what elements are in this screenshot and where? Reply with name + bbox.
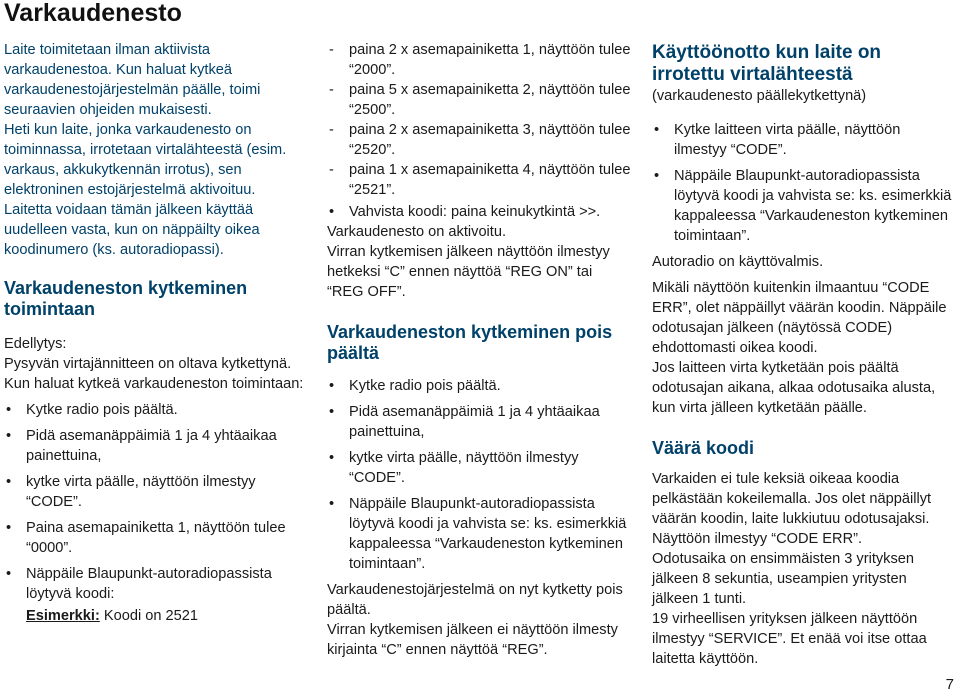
list-item: • Kytke radio pois päältä. (327, 376, 632, 396)
column-3 (652, 40, 957, 669)
section-heading-enable: Varkaudeneston kytkeminen toimintaan (4, 278, 248, 319)
section-heading-startup: Käyttöönotto kun laite on irrotettu virtalähteestä (652, 42, 882, 85)
example-text: Koodi on 2521 (99, 608, 199, 624)
list-item: - paina 2 x asemapainiketta 1, näyttöön tulee “2000”. (327, 40, 632, 80)
section-heading-wrong-code: Väärä koodi (652, 438, 755, 458)
ready-text: Autoradio on käyttövalmis. (652, 254, 824, 270)
power-off-text: Jos laitteen virta kytketään pois päältä odotusajan aikana, alkaa odotusaika alusta, kun virta jälleen kytketään päälle. (652, 360, 936, 416)
prereq-text: Pysyvän virtajännitteen on oltava kytkettynä. (4, 356, 292, 372)
list-item: - paina 5 x asemapainiketta 2, näyttöön tulee “2500”. (327, 80, 632, 120)
section-subheading: (varkaudenesto päällekytkettynä) (652, 88, 867, 104)
section-heading-disable: Varkaudeneston kytkeminen pois päältä (327, 322, 613, 363)
wait-time-text: Odotusaika on ensimmäisten 3 yrityksen jälkeen 8 sekuntia, useampien yritysten jälkeen 1 tunti. (652, 551, 914, 607)
column-2 (327, 40, 632, 660)
disabled-text: Varkaudenestojärjestelmä on nyt kytketty pois päältä. (327, 582, 623, 618)
list-item: • Pidä asemanäppäimiä 1 ja 4 yhtäaikaa painettuina, (4, 426, 304, 466)
after-power-text: Virran kytkemisen jälkeen näyttöön ilmestyy hetkeksi “C” ennen näyttöä “REG ON” tai “REG OFF”. (327, 244, 610, 300)
confirm-list (327, 202, 632, 222)
example-line (4, 606, 304, 626)
list-item: • kytke virta päälle, näyttöön ilmestyy “CODE”. (4, 472, 304, 512)
disable-steps-list (327, 376, 632, 574)
column-1 (4, 40, 304, 626)
page-number: 7 (945, 676, 954, 693)
activated-text: Varkaudenesto on aktivoitu. (327, 224, 507, 240)
after-power-text-2: Virran kytkemisen jälkeen ei näyttöön ilmesty kirjainta “C” ennen näyttöä “REG”. (327, 622, 618, 658)
startup-steps-list (652, 120, 957, 246)
list-item: • kytke virta päälle, näyttöön ilmestyy “CODE”. (327, 448, 632, 488)
list-item: - paina 2 x asemapainiketta 3, näyttöön tulee “2520”. (327, 120, 632, 160)
prereq-label: Edellytys: (4, 336, 67, 352)
list-item: • Näppäile Blaupunkt-autoradiopassista löytyvä koodi ja vahvista se: ks. esimerkkiä kappaleessa “Varkaudeneston kytkeminen toimintaan”. (652, 166, 957, 246)
list-item: • Näppäile Blaupunkt-autoradiopassista löytyvä koodi ja vahvista se: ks. esimerkkiä kappaleessa “Varkaudeneston kytkeminen toimintaan”. (327, 494, 632, 574)
intro-paragraph: Laite toimitetaan ilman aktiivista varkaudenestoa. Kun haluat kytkeä varkaudenestojärjestelmän päälle, toimi seuraavien ohjeiden mukaisesti. (4, 42, 261, 118)
code-entry-steps (327, 40, 632, 200)
list-item: - paina 1 x asemapainiketta 4, näyttöön tulee “2521”. (327, 160, 632, 200)
list-item: • Kytke laitteen virta päälle, näyttöön ilmestyy “CODE”. (652, 120, 957, 160)
error-text: Mikäli näyttöön kuitenkin ilmaantuu “CODE ERR”, olet näppäillyt väärän koodin. Näppäile odotusajan jälkeen (näytössä CODE) ehdottomasti oikea koodi. (652, 280, 947, 356)
service-text: 19 virheellisen yrityksen jälkeen näyttöön ilmestyy “SERVICE”. Et enää voi itse ottaa laitetta käyttöön. (652, 611, 927, 667)
wrong-code-text: Varkaiden ei tule keksiä oikeaa koodia pelkästään kokeilemalla. Jos olet näppäillyt väärän koodin, laite lukkiutuu odotusajaksi. Näyttöön ilmestyy “CODE ERR”. (652, 471, 932, 547)
list-item: • Näppäile Blaupunkt-autoradiopassista löytyvä koodi: (4, 564, 304, 604)
list-item: • Paina asemapainiketta 1, näyttöön tulee “0000”. (4, 518, 304, 558)
list-item: • Vahvista koodi: paina keinukytkintä >>. (327, 202, 632, 222)
page-title: Varkaudenesto (4, 0, 182, 27)
note-paragraph: Heti kun laite, jonka varkaudenesto on toiminnassa, irrotetaan virtalähteestä (esim. varkaus, akkukytkennän irrotus), sen elektroninen estojärjestelmä aktivoituu. Laitetta voidaan tämän jälkeen käyttää uudelleen vasta, kun on näppäilty oikea koodinumero (ks. autoradiopassi). (4, 122, 287, 258)
want-text: Kun haluat kytkeä varkaudeneston toimintaan: (4, 376, 304, 392)
enable-steps-list (4, 400, 304, 604)
example-label: Esimerkki: (26, 608, 100, 624)
list-item: • Pidä asemanäppäimiä 1 ja 4 yhtäaikaa painettuina, (327, 402, 632, 442)
list-item: • Kytke radio pois päältä. (4, 400, 304, 420)
